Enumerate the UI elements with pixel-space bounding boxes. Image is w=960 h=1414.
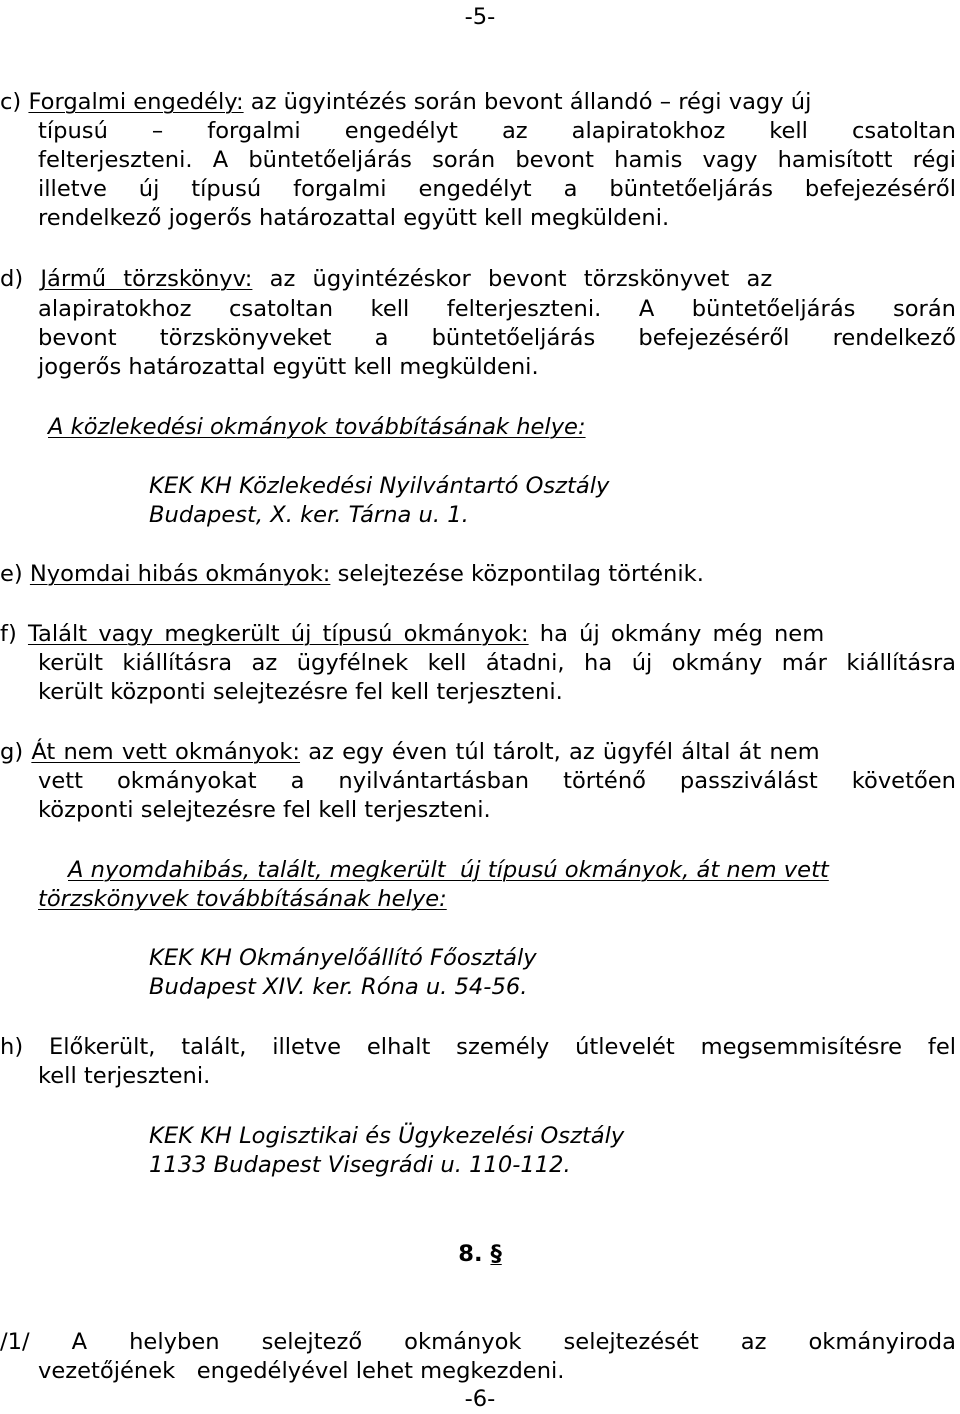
item-g-label: g) [0,739,24,765]
item-c-title: Forgalmi engedély: [28,89,244,115]
item-d-line-1 [0,264,956,294]
forward2-address: Budapest XIV. ker. Róna u. 54-56. [149,974,528,1000]
item-h-line1-rest: Előkerült, talált, illetve elhalt személy útlevelét megsemmisítésre fel [48,1034,957,1060]
page-number-bottom: -6- [464,1386,496,1412]
item-d-line-3: bevont törzskönyveket a büntetőeljárás befejezéséről rendelkező [38,325,956,351]
forward1-heading: A közlekedési okmányok továbbításának helye: [48,414,586,440]
item-e-rest: selejtezése központilag történik. [337,561,704,587]
item-f-title: Talált vagy megkerült új típusú okmányok: [27,621,529,647]
para1-label: /1/ [0,1329,30,1355]
forward1-address: Budapest, X. ker. Tárna u. 1. [149,502,469,528]
para1-line-1 [0,1327,956,1357]
item-e-label: e) [0,561,23,587]
item-d-line-4: jogerős határozattal együtt kell megküldeni. [38,354,539,380]
section-number: 8. [458,1241,483,1267]
item-f-line-2: került kiállításra az ügyfélnek kell átadni, ha új okmány már kiállításra [38,650,956,676]
para1-line1-rest: A helyben selejtező okmányok selejtezését az okmányiroda [71,1329,956,1355]
item-f-label: f) [0,621,17,647]
item-h-office: KEK KH Logisztikai és Ügykezelési Osztály [149,1123,625,1149]
item-d-line-2: alapiratokhoz csatoltan kell felterjeszteni. A büntetőeljárás során [38,296,956,322]
item-d-title: Jármű törzskönyv: [40,266,253,292]
item-g-line1-rest: az egy éven túl tárolt, az ügyfél által át nem [308,739,820,765]
item-e-title: Nyomdai hibás okmányok: [29,561,331,587]
item-f-line-1 [0,619,956,649]
forward1-office: KEK KH Közlekedési Nyilvántartó Osztály [149,473,610,499]
item-c-label: c) [0,89,22,115]
item-e-line [0,559,704,589]
item-g-line-2: vett okmányokat a nyilvántartásban történő passziválást követően [38,768,956,794]
item-h-line-1 [0,1032,956,1062]
item-c-line-4: illetve új típusú forgalmi engedélyt a büntetőeljárás befejezéséről [38,176,956,202]
item-h-address: 1133 Budapest Visegrádi u. 110-112. [149,1152,571,1178]
para1-line-2: vezetőjének engedélyével lehet megkezdeni. [38,1358,565,1384]
item-d-line1-rest: az ügyintézéskor bevont törzskönyvet az [269,266,773,292]
item-f-line-3: került központi selejtezésre fel kell terjeszteni. [38,679,563,705]
item-f-line1-rest: ha új okmány még nem [539,621,825,647]
item-c-line-1 [0,87,956,117]
section-symbol: § [490,1241,502,1267]
item-d-label: d) [0,266,24,292]
item-c-line-5: rendelkező jogerős határozattal együtt kell megküldeni. [38,205,670,231]
item-g-title: Át nem vett okmányok: [31,739,301,765]
item-h-label: h) [0,1034,24,1060]
forward2-office: KEK KH Okmányelőállító Főosztály [149,945,537,971]
item-c-line1-rest: az ügyintézés során bevont állandó – régi vagy új [250,89,812,115]
forward2-heading-line-1: A nyomdahibás, talált, megkerült új típusú okmányok, át nem vett [68,857,829,883]
item-g-line-3: központi selejtezésre fel kell terjeszteni. [38,797,491,823]
section-heading [0,1239,960,1269]
item-g-line-1 [0,737,956,767]
item-c-line-3: felterjeszteni. A büntetőeljárás során bevont hamis vagy hamisított régi [38,147,956,173]
forward2-heading-line-2: törzskönyvek továbbításának helye: [38,886,447,912]
item-h-line-2: kell terjeszteni. [38,1063,211,1089]
item-c-line-2: típusú – forgalmi engedélyt az alapiratokhoz kell csatoltan [38,118,956,144]
page-number-top: -5- [464,4,496,30]
